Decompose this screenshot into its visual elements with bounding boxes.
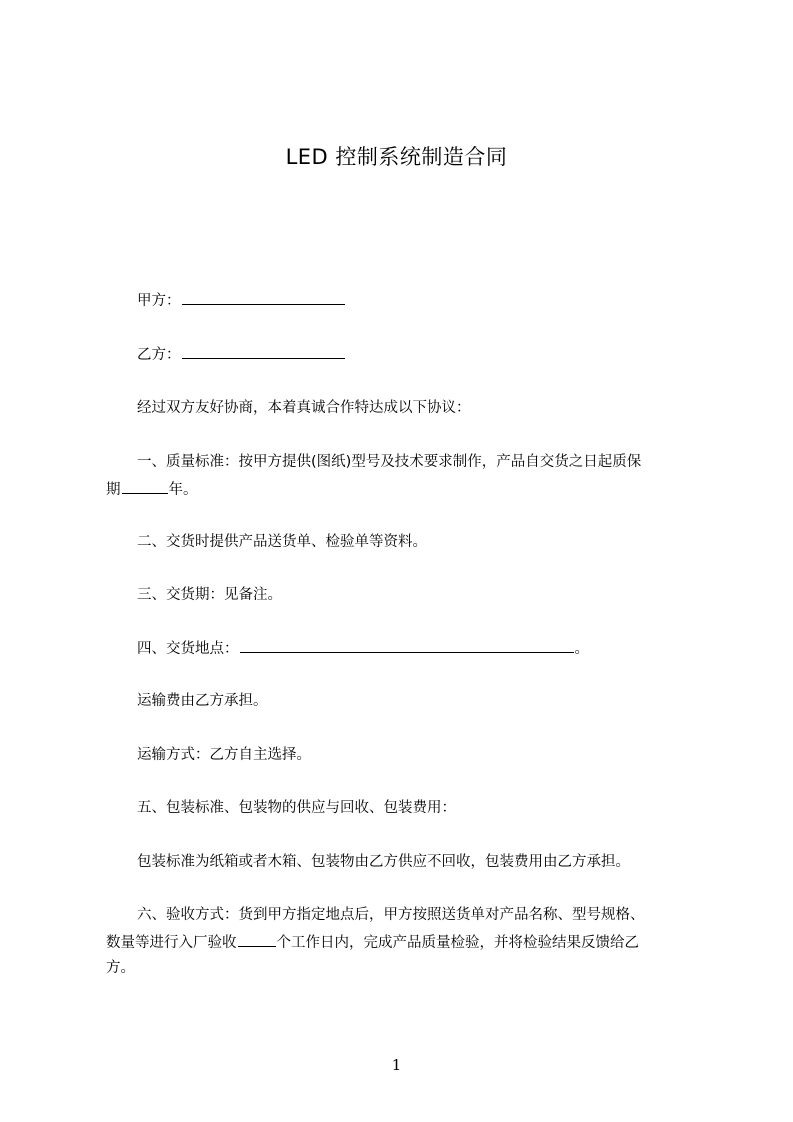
clause-1-line-1: 一、质量标准：按甲方提供(图纸)型号及技术要求制作，产品自交货之日起质保: [137, 454, 642, 470]
clause-2: 二、交货时提供产品送货单、检验单等资料。: [137, 534, 427, 550]
document-title: LED 控制系统制造合同: [285, 145, 508, 169]
clause-6-prefix: 数量等进行入厂验收: [106, 935, 237, 951]
warranty-years-blank: [122, 479, 168, 494]
clause-4-label: 四、交货地点：: [137, 641, 239, 657]
party-a-label: 甲方：: [137, 293, 181, 309]
transport-mode: 运输方式：乙方自主选择。: [137, 747, 311, 763]
party-a-line: [137, 290, 346, 311]
clause-4: [137, 638, 589, 659]
party-b-line: [137, 344, 346, 365]
packaging-paragraph: 包装标准为纸箱或者木箱、包装物由乙方供应不回收，包装费用由乙方承担。: [137, 854, 630, 870]
page-number: 1: [391, 1056, 402, 1074]
clause-6-line-3: 方。: [106, 960, 135, 976]
intro-paragraph: 经过双方友好协商，本着真诚合作特达成以下协议：: [137, 400, 471, 416]
clause-1-suffix: 年。: [168, 482, 198, 498]
clause-6-line-1: 六、验收方式：货到甲方指定地点后，甲方按照送货单对产品名称、型号规格、: [137, 907, 645, 923]
party-a-blank: [182, 290, 345, 305]
clause-1-prefix: 期: [106, 482, 121, 498]
party-b-blank: [182, 344, 345, 359]
inspection-days-blank: [238, 932, 276, 947]
clause-1-line-2: [106, 479, 198, 500]
party-b-label: 乙方：: [137, 347, 181, 363]
clause-4-suffix: 。: [574, 641, 589, 657]
clause-5: 五、包装标准、包装物的供应与回收、包装费用：: [137, 800, 456, 816]
transport-fee: 运输费由乙方承担。: [137, 693, 268, 709]
clause-6-suffix: 个工作日内，完成产品质量检验，并将检验结果反馈给乙: [276, 935, 639, 951]
delivery-location-blank: [240, 638, 574, 653]
clause-6-line-2: [106, 932, 639, 953]
clause-3: 三、交货期：见备注。: [137, 587, 282, 603]
